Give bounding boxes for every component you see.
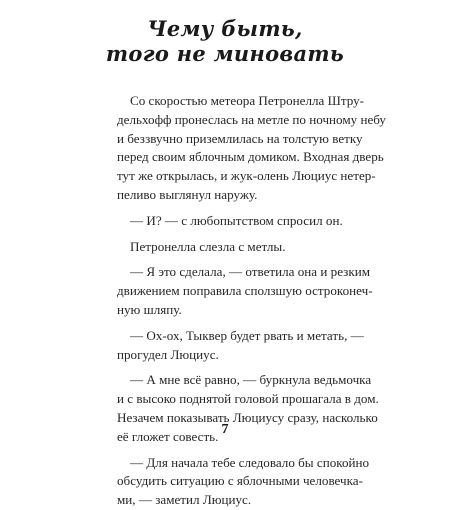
text-line: ми, — заметил Люциус. bbox=[117, 492, 252, 508]
text-line: ную шляпу. bbox=[117, 301, 182, 317]
page-number: 7 bbox=[221, 422, 229, 437]
paragraph bbox=[117, 212, 341, 231]
text-line: Со скоростью метеора Петронелла Штру- bbox=[130, 93, 364, 108]
text-line: — А мне всё равно, — буркнула ведьмочка bbox=[130, 372, 372, 388]
text-line: Незачем показывать Люциусу сразу, насколько bbox=[117, 409, 378, 425]
text-line: и беззвучно приземлилась на толстую ветку bbox=[117, 130, 363, 146]
paragraph bbox=[117, 454, 370, 510]
text-line: — Я это сделала, — ответила она и резким bbox=[130, 264, 370, 280]
paragraph bbox=[117, 327, 364, 365]
chapter-title-line-1: Чему быть, bbox=[147, 16, 303, 41]
text-line: Петронелла слезла с метлы. bbox=[130, 238, 286, 254]
text-line: тут же открылась, и жук-олень Люциус нетер- bbox=[117, 168, 376, 184]
body-text bbox=[117, 92, 386, 510]
chapter-title-line-2: того не миновать bbox=[105, 41, 345, 66]
text-line: — Ох-ох, Тыквер будет рвать и метать, — bbox=[130, 327, 364, 343]
paragraph bbox=[117, 238, 341, 257]
text-line: движением поправила сползшую остроконеч- bbox=[117, 283, 373, 299]
paragraph bbox=[117, 92, 386, 205]
text-line: дельхофф пронеслась на метле по ночному небу bbox=[117, 111, 386, 127]
text-line: — И? — с любопытством спросил он. bbox=[130, 212, 343, 228]
text-line: обсудить ситуацию с яблочными человечка- bbox=[117, 473, 363, 489]
paragraph bbox=[117, 263, 373, 319]
text-line: и с высоко поднятой головой прошагала в дом. bbox=[117, 391, 379, 407]
text-line: пеливо выглянул наружу. bbox=[117, 186, 258, 202]
text-line: прогудел Люциус. bbox=[117, 346, 219, 362]
text-line: перед своим яблочным домиком. Входная дверь bbox=[117, 149, 384, 165]
text-line: — Для начала тебе следовало бы спокойно bbox=[130, 454, 370, 470]
text-line: её гложет совесть. bbox=[117, 428, 219, 444]
